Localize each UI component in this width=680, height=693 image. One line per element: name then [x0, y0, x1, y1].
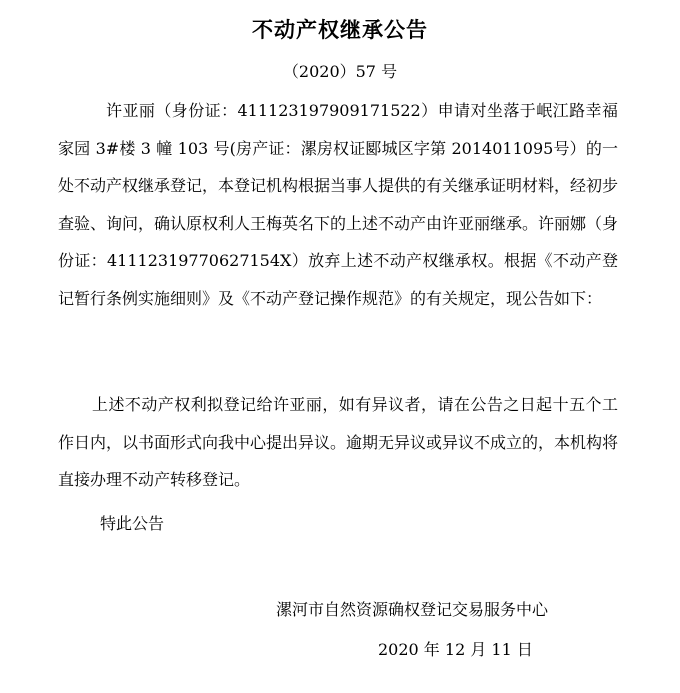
notice-paragraph-1: 许亚丽（身份证：411123197909171522）申请对坐落于岷江路幸福家园 3#楼 3 幢 103 号(房产证：漯房权证郾城区字第 2014011095号）的一处不动产权继承登记，本登记机构根据当事人提供的有关继承证明材料，经初步查验、询问，确认原权利人王梅英名下的上述不动产由许亚丽继承。许丽娜（身份证：41112319770627154X）放弃上述不动产权继承权。根据《不动产登记暂行条例实施细则》及《不动产登记操作规范》的有关规定，现公告如下： [58, 101, 619, 308]
closing-statement: 特此公告 [100, 514, 165, 533]
notice-title: 不动产权继承公告 [252, 17, 428, 42]
issuing-organization: 漯河市自然资源确权登记交易服务中心 [276, 600, 549, 619]
notice-paragraph-2: 上述不动产权利拟登记给许亚丽，如有异议者，请在公告之日起十五个工作日内，以书面形式向我中心提出异议。逾期无异议或异议不成立的，本机构将直接办理不动产转移登记。 [58, 395, 619, 489]
document-number: （2020）57 号 [282, 62, 398, 81]
issue-date: 2020 年 12 月 11 日 [378, 640, 533, 659]
